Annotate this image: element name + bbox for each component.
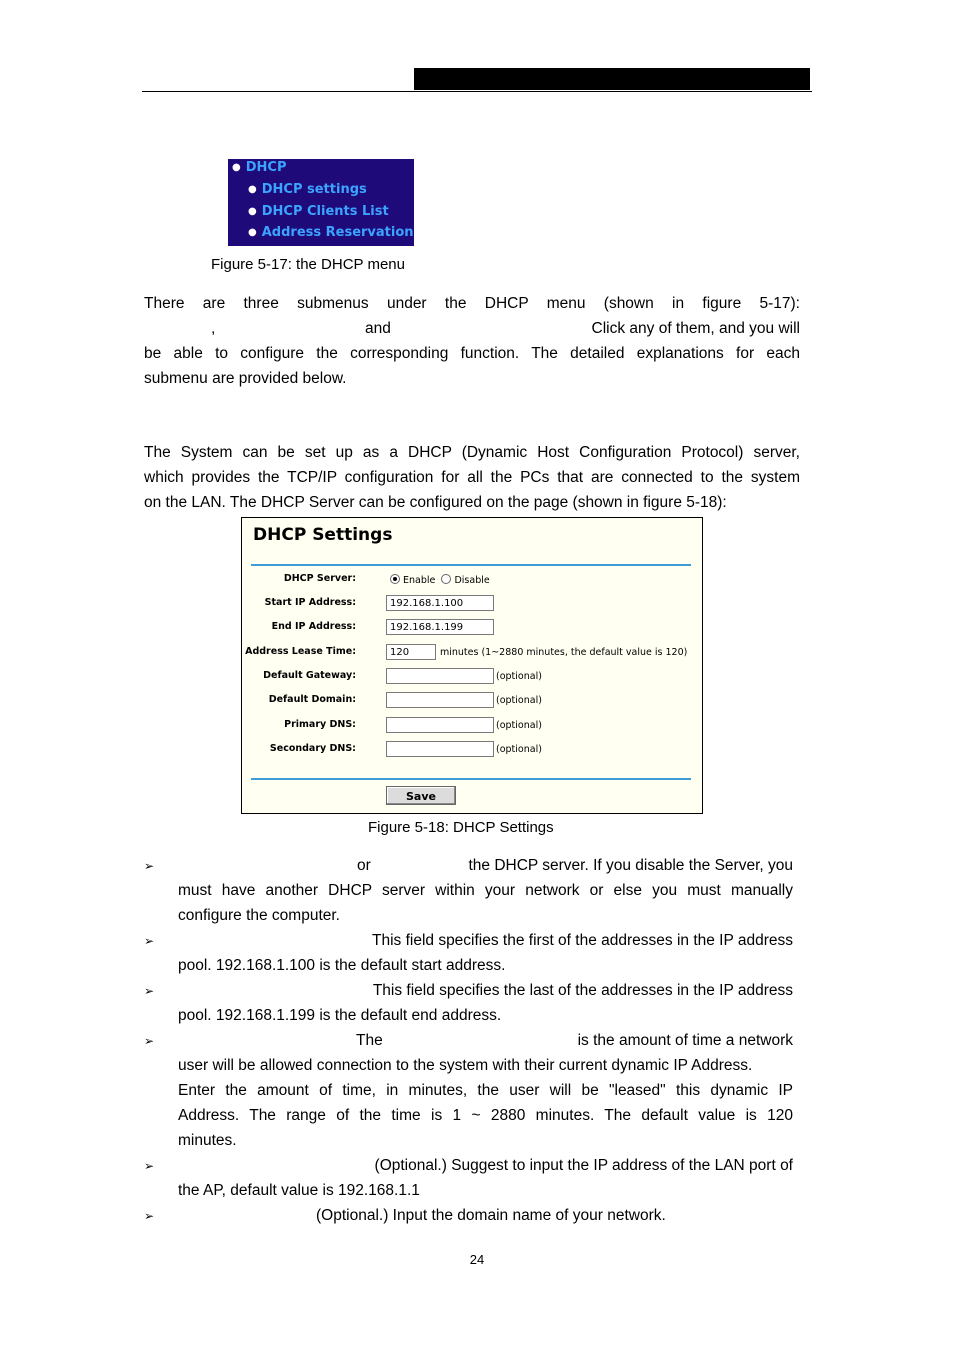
secondary-dns-input[interactable]	[386, 741, 494, 757]
start-ip-input[interactable]: 192.168.1.100	[386, 595, 494, 611]
section-line-1: The System can be set up as a DHCP (Dynamic Host Configuration Protocol) server,	[144, 444, 800, 461]
intro-line-1: There are three submenus under the DHCP menu (shown in figure 5-17):	[144, 295, 800, 312]
bullet-default-gateway: (Optional.) Suggest to input the IP address of the LAN port of the AP, default value is 192.168.1.1	[178, 1157, 793, 1199]
enable-label: Enable	[403, 575, 436, 586]
intro-paragraph	[144, 291, 800, 391]
start-ip-label: Start IP Address:	[264, 597, 356, 608]
domain-optional-note: (optional)	[496, 695, 542, 706]
section-line-2: which provides the TCP/IP configuration for all the PCs that are connected to the system	[144, 469, 800, 486]
end-ip-input[interactable]: 192.168.1.199	[386, 619, 494, 635]
dhcp-server-radios	[390, 574, 490, 586]
default-domain-input[interactable]	[386, 692, 494, 708]
page-number: 24	[469, 1252, 485, 1267]
primary-dns-input[interactable]	[386, 717, 494, 733]
bullet-arrow-icon: ➢	[144, 984, 155, 998]
figure-18-caption: Figure 5-18: DHCP Settings	[368, 819, 554, 836]
secondary-dns-label: Secondary DNS:	[269, 743, 356, 754]
lease-time-label: Address Lease Time:	[245, 646, 356, 657]
bullet-arrow-icon: ➢	[144, 934, 155, 948]
footer-divider	[251, 778, 691, 780]
primary-dns-optional-note: (optional)	[496, 720, 542, 731]
bullet-start-ip: This field specifies the first of the addresses in the IP address pool. 192.168.1.100 is the default start address.	[178, 932, 793, 974]
bullet-lease-time: The is the amount of time a network user will be allowed connection to the system with their current dynamic IP Address. Enter the amount of time, in minutes, the user will be "leased" this dynamic IP Address. The range of the time is 1 ~ 2880 minutes. The default value is 120 minutes.	[178, 1032, 793, 1149]
default-gateway-input[interactable]	[386, 668, 494, 684]
secondary-dns-optional-note: (optional)	[496, 744, 542, 755]
default-gateway-label: Default Gateway:	[263, 670, 356, 681]
dhcp-settings-screenshot	[241, 517, 703, 814]
save-button[interactable]: Save	[386, 786, 456, 805]
end-ip-label: End IP Address:	[271, 621, 356, 632]
intro-line-3: be able to configure the corresponding function. The detailed explanations for each	[144, 345, 800, 362]
section-paragraph	[144, 440, 800, 515]
primary-dns-label: Primary DNS:	[284, 719, 356, 730]
menu-item-address-reservation[interactable]: ● Address Reservation	[248, 225, 414, 240]
lease-time-note: minutes (1~2880 minutes, the default value is 120)	[440, 647, 688, 658]
bullet-icon: ●	[248, 227, 257, 238]
dhcp-menu-figure	[228, 159, 414, 246]
bullet-default-domain: (Optional.) Input the domain name of your network.	[316, 1207, 666, 1224]
default-domain-label: Default Domain:	[268, 694, 356, 705]
dhcp-server-label: DHCP Server:	[283, 573, 356, 584]
lease-time-input[interactable]: 120	[386, 644, 436, 660]
dhcp-settings-title: DHCP Settings	[253, 525, 393, 545]
bullet-icon: ●	[248, 206, 257, 217]
enable-radio[interactable]	[390, 574, 400, 584]
bullet-arrow-icon: ➢	[144, 1034, 155, 1048]
bullet-arrow-icon: ➢	[144, 1209, 155, 1223]
header-rule	[142, 91, 812, 92]
menu-item-dhcp-clients-list[interactable]: ● DHCP Clients List	[248, 204, 389, 219]
gateway-optional-note: (optional)	[496, 671, 542, 682]
figure-17-caption: Figure 5-17: the DHCP menu	[211, 256, 405, 273]
bullet-arrow-icon: ➢	[144, 859, 155, 873]
header-bar	[414, 68, 810, 90]
bullet-icon: ●	[248, 184, 257, 195]
intro-line-2: , and Click any of them, and you will	[211, 320, 800, 337]
bullet-arrow-icon: ➢	[144, 1159, 155, 1173]
menu-item-dhcp-settings[interactable]: ● DHCP settings	[248, 182, 367, 197]
bullet-end-ip: This field specifies the last of the addresses in the IP address pool. 192.168.1.199 is the default end address.	[178, 982, 793, 1024]
menu-item-dhcp[interactable]: ● DHCP	[232, 160, 287, 175]
bullet-dhcp-server: or the DHCP server. If you disable the Server, you must have another DHCP server within your network or else you must manually configure the computer.	[178, 857, 793, 924]
bullet-icon: ●	[232, 162, 241, 173]
disable-radio[interactable]	[441, 574, 451, 584]
title-divider	[251, 564, 691, 566]
intro-line-4: submenu are provided below.	[144, 370, 347, 387]
disable-label: Disable	[454, 575, 490, 586]
section-line-3: on the LAN. The DHCP Server can be configured on the page (shown in figure 5-18):	[144, 494, 727, 511]
